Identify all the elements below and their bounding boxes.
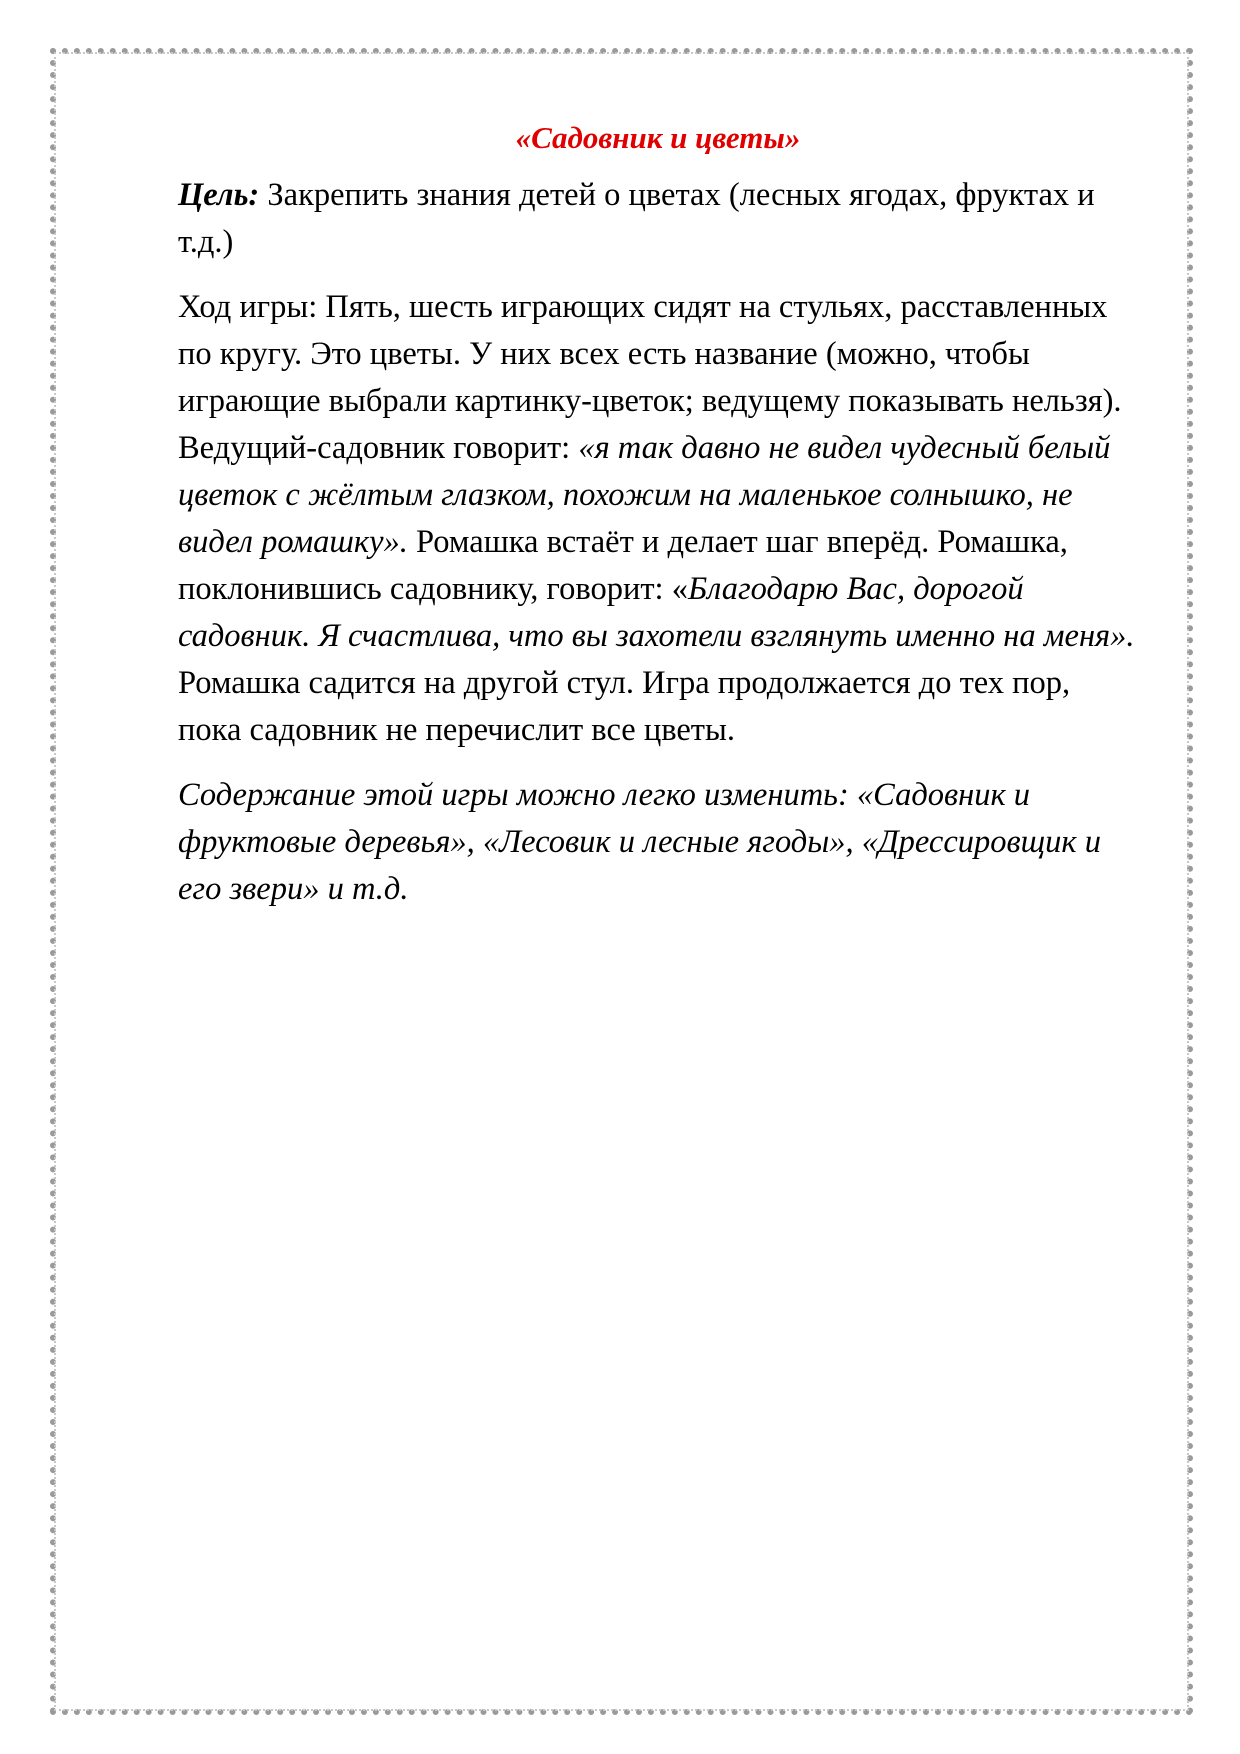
goal-text: Закрепить знания детей о цветах (лесных ягодах, фруктах и т.д.) [178,177,1095,260]
goal-paragraph [178,172,1138,266]
variations-note: Содержание этой игры можно легко изменить: «Садовник и фруктовые деревья», «Лесовик и лесные ягоды», «Дрессировщик и его звери» и т.д. [178,777,1101,907]
chamomile-quote: Благодарю Вас, дорогой садовник. Я счастлива, что вы захотели взглянуть именно на меня». [178,571,1135,654]
game-flow-part2: Ромашка встаёт и делает шаг вперёд. Ромашка, поклонившись садовнику, говорит: « [178,524,1068,607]
document-title: «Садовник и цветы» [515,120,801,155]
document-body [178,118,1138,931]
game-flow-part3: Ромашка садится на другой стул. Игра продолжается до тех пор, пока садовник не перечислит все цветы. [178,665,1071,748]
gardener-quote: «я так давно не видел чудесный белый цветок с жёлтым глазком, похожим на маленькое солнышко, не видел ромашку». [178,430,1111,560]
game-flow-paragraph [178,284,1138,754]
game-flow-part1: Ход игры: Пять, шесть играющих сидят на стульях, расставленных по кругу. Это цветы. У них всех есть название (можно, чтобы играющие выбрали картинку-цветок; ведущему показывать нельзя). Ведущий-садовник говорит: [178,289,1122,466]
goal-label: Цель: [178,177,260,213]
